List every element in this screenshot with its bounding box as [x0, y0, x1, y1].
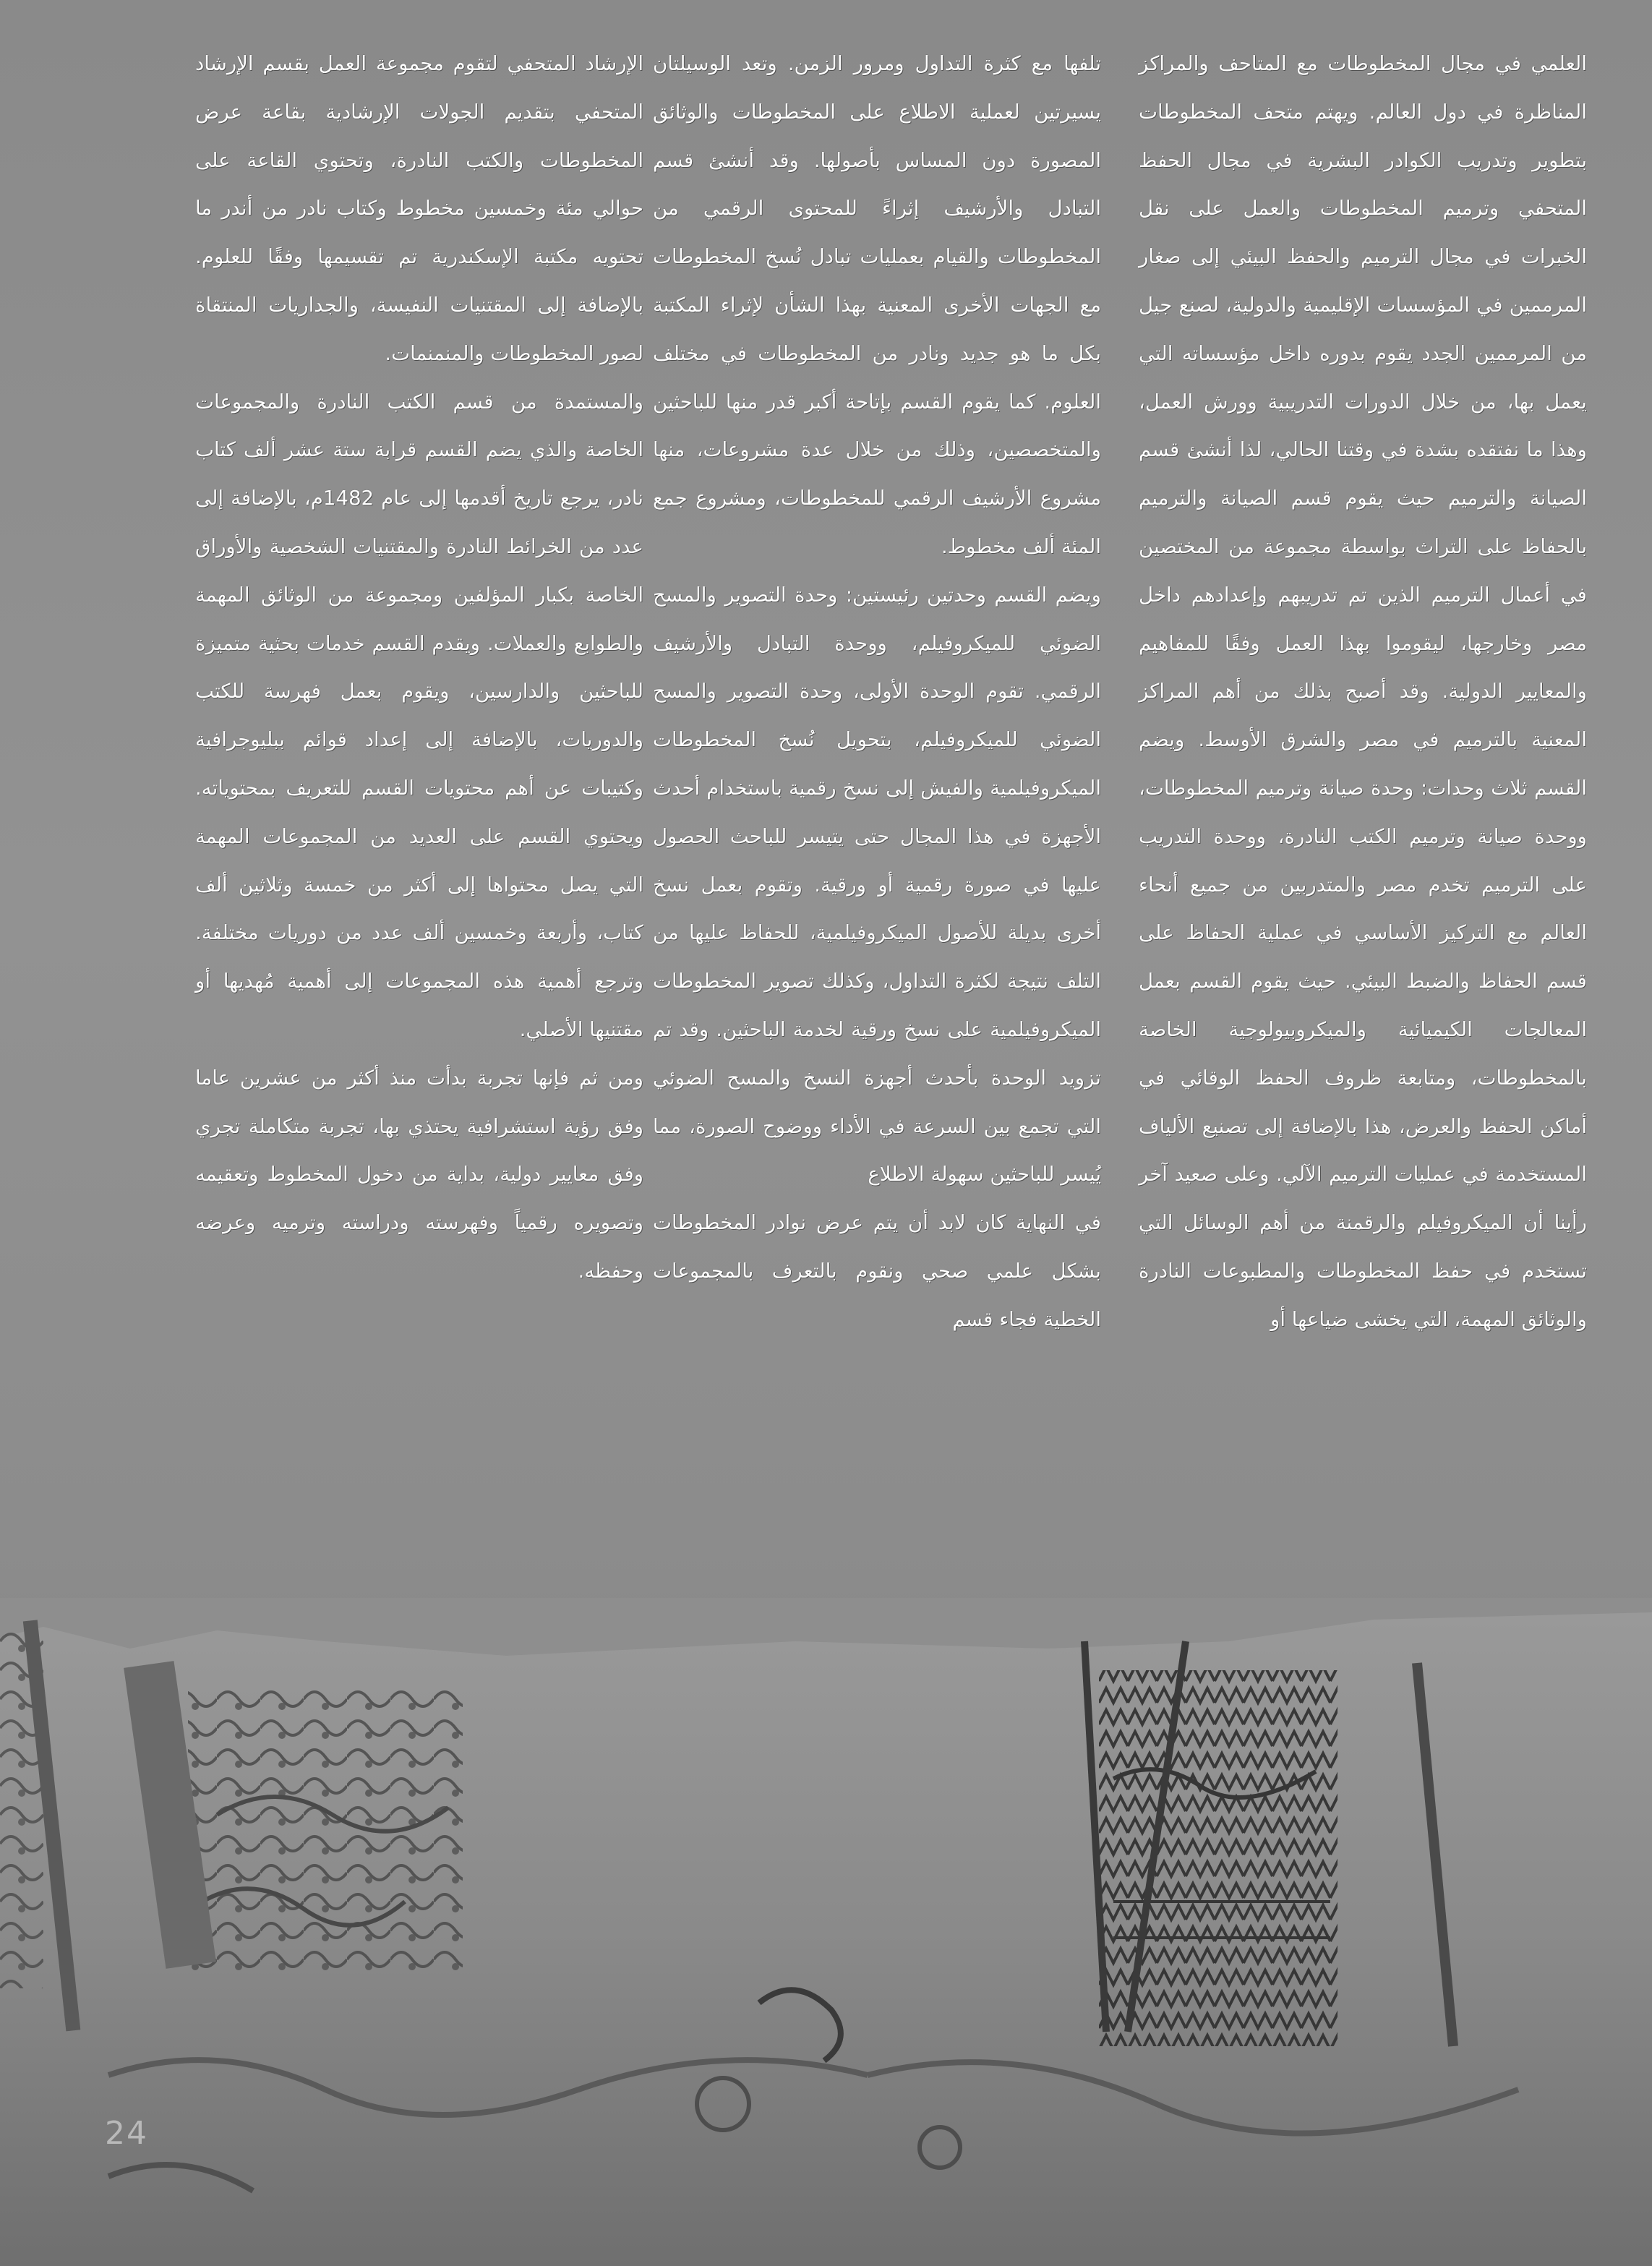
paragraph: تلفها مع كثرة التداول ومرور الزمن. وتعد الوسيلتان يسيرتين لعملية الاطلاع على المخطوطات والوثائق المصورة دون المساس بأصولها. وقد أنشئ قسم التبادل والأرشيف إثراءً للمحتوى الرقمي من المخطوطات والقيام بعمليات تبادل نُسخ المخطوطات مع الجهات الأخرى المعنية بهذا الشأن لإثراء المكتبة بكل ما هو جديد ونادر من المخطوطات في مختلف العلوم. كما يقوم القسم بإتاحة أكبر قدر منها للباحثين والمتخصصين، وذلك من خلال عدة مشروعات، منها مشروع الأرشيف الرقمي للمخطوطات، ومشروع جمع المئة ألف مخطوط. — [653, 51, 1101, 558]
article-column-middle — [653, 40, 1101, 1344]
paragraph: في النهاية كان لابد أن يتم عرض نوادر المخطوطات بشكل علمي صحي ونقوم بالتعرف بالمجموعات الخطية فجاء قسم — [653, 1210, 1101, 1331]
page-number: 24 — [105, 2115, 148, 2152]
manuscript-photo — [0, 1598, 1652, 2266]
article-column-left — [195, 40, 643, 1296]
manuscript-photo-illustration — [0, 1598, 1652, 2266]
article-column-right — [1139, 40, 1587, 1344]
article-body — [195, 40, 1587, 1616]
paragraph: الإرشاد المتحفي لتقوم مجموعة العمل بقسم الإرشاد المتحفي بتقديم الجولات الإرشادية بقاعة عرض المخطوطات والكتب النادرة، وتحتوي القاعة على حوالي مئة وخمسين مخطوط وكتاب نادر من أندر ما تحتويه مكتبة الإسكندرية تم تقسيمها وفقًا للعلوم. بالإضافة إلى المقتنيات النفيسة، والجداريات المنتقاة لصور المخطوطات والمنمنمات. — [195, 51, 643, 365]
paragraph: ويضم القسم وحدتين رئيستين: وحدة التصوير والمسح الضوئي للميكروفيلم، ووحدة التبادل والأرشيف الرقمي. تقوم الوحدة الأولى، وحدة التصوير والمسح الضوئي للميكروفيلم، بتحويل نُسخ المخطوطات الميكروفيلمية والفيش إلى نسخ رقمية باستخدام أحدث الأجهزة في هذا المجال حتى يتيسر للباحث الحصول عليها في صورة رقمية أو ورقية. وتقوم بعمل نسخ أخرى بديلة للأصول الميكروفيلمية، للحفاظ عليها من التلف نتيجة لكثرة التداول، وكذلك تصوير المخطوطات الميكروفيلمية على نسخ ورقية لخدمة الباحثين. وقد تم تزويد الوحدة بأحدث أجهزة النسخ والمسح الضوئي التي تجمع بين السرعة في الأداء ووضوح الصورة، مما يُيسر للباحثين سهولة الاطلاع — [653, 582, 1101, 1187]
paragraph: العلمي في مجال المخطوطات مع المتاحف والمراكز المناظرة في دول العالم. ويهتم متحف المخطوطات بتطوير وتدريب الكوادر البشرية في مجال الحفظ المتحفي وترميم المخطوطات والعمل على نقل الخبرات في مجال الترميم والحفظ البيئي إلى صغار المرممين في المؤسسات الإقليمية والدولية، لصنع جيل من المرممين الجدد يقوم بدوره داخل مؤسساته التي يعمل بها، من خلال الدورات التدريبية وورش العمل، وهذا ما نفتقده بشدة في وقتنا الحالي، لذا أنشئ قسم الصيانة والترميم حيث يقوم قسم الصيانة والترميم بالحفاظ على التراث بواسطة مجموعة من المختصين في أعمال الترميم الذين تم تدريبهم وإعدادهم داخل مصر وخارجها، ليقوموا بهذا العمل وفقًا للمفاهيم والمعايير الدولية. وقد أصبح بذلك من أهم المراكز المعنية بالترميم في مصر والشرق الأوسط. ويضم القسم ثلاث وحدات: وحدة صيانة وترميم المخطوطات، ووحدة صيانة وترميم الكتب النادرة، ووحدة التدريب على الترميم تخدم مصر والمتدربين من جميع أنحاء العالم مع التركيز الأساسي في عملية الحفاظ على قسم الحفاظ والضبط البيئي. حيث يقوم القسم بعمل المعالجات الكيميائية والميكروبيولوجية الخاصة بالمخطوطات، ومتابعة ظروف الحفظ الوقائي في أماكن الحفظ والعرض، هذا بالإضافة إلى تصنيع الألياف المستخدمة في عمليات الترميم الآلي. وعلى صعيد آخر رأينا أن الميكروفيلم والرقمنة من أهم الوسائل التي تستخدم في حفظ المخطوطات والمطبوعات النادرة والوثائق المهمة، التي يخشى ضياعها أو — [1139, 51, 1587, 1331]
paragraph: ومن ثم فإنها تجربة بدأت منذ أكثر من عشرين عاما وفق رؤية استشرافية يحتذي بها، تجربة متكاملة تجري وفق معايير دولية، بداية من دخول المخطوط وتعقيمه وتصويره رقمياً وفهرسته ودراسته وترميه وعرضه وحفظه. — [195, 1065, 643, 1283]
paragraph: والمستمدة من قسم الكتب النادرة والمجموعات الخاصة والذي يضم القسم قرابة ستة عشر ألف كتاب نادر، يرجع تاريخ أقدمها إلى عام 1482م، بالإضافة إلى عدد من الخرائط النادرة والمقتنيات الشخصية والأوراق الخاصة بكبار المؤلفين ومجموعة من الوثائق المهمة والطوابع والعملات. ويقدم القسم خدمات بحثية متميزة للباحثين والدارسين، ويقوم بعمل فهرسة للكتب والدوريات، بالإضافة إلى إعداد قوائم ببليوجرافية وكتيبات عن أهم محتويات القسم للتعريف بمحتوياته. ويحتوي القسم على العديد من المجموعات المهمة التي يصل محتواها إلى أكثر من خمسة وثلاثين ألف كتاب، وأربعة وخمسين ألف عدد من دوريات مختلفة. وترجع أهمية هذه المجموعات إلى أهمية مُهديها أو مقتنيها الأصلي. — [195, 389, 643, 1041]
